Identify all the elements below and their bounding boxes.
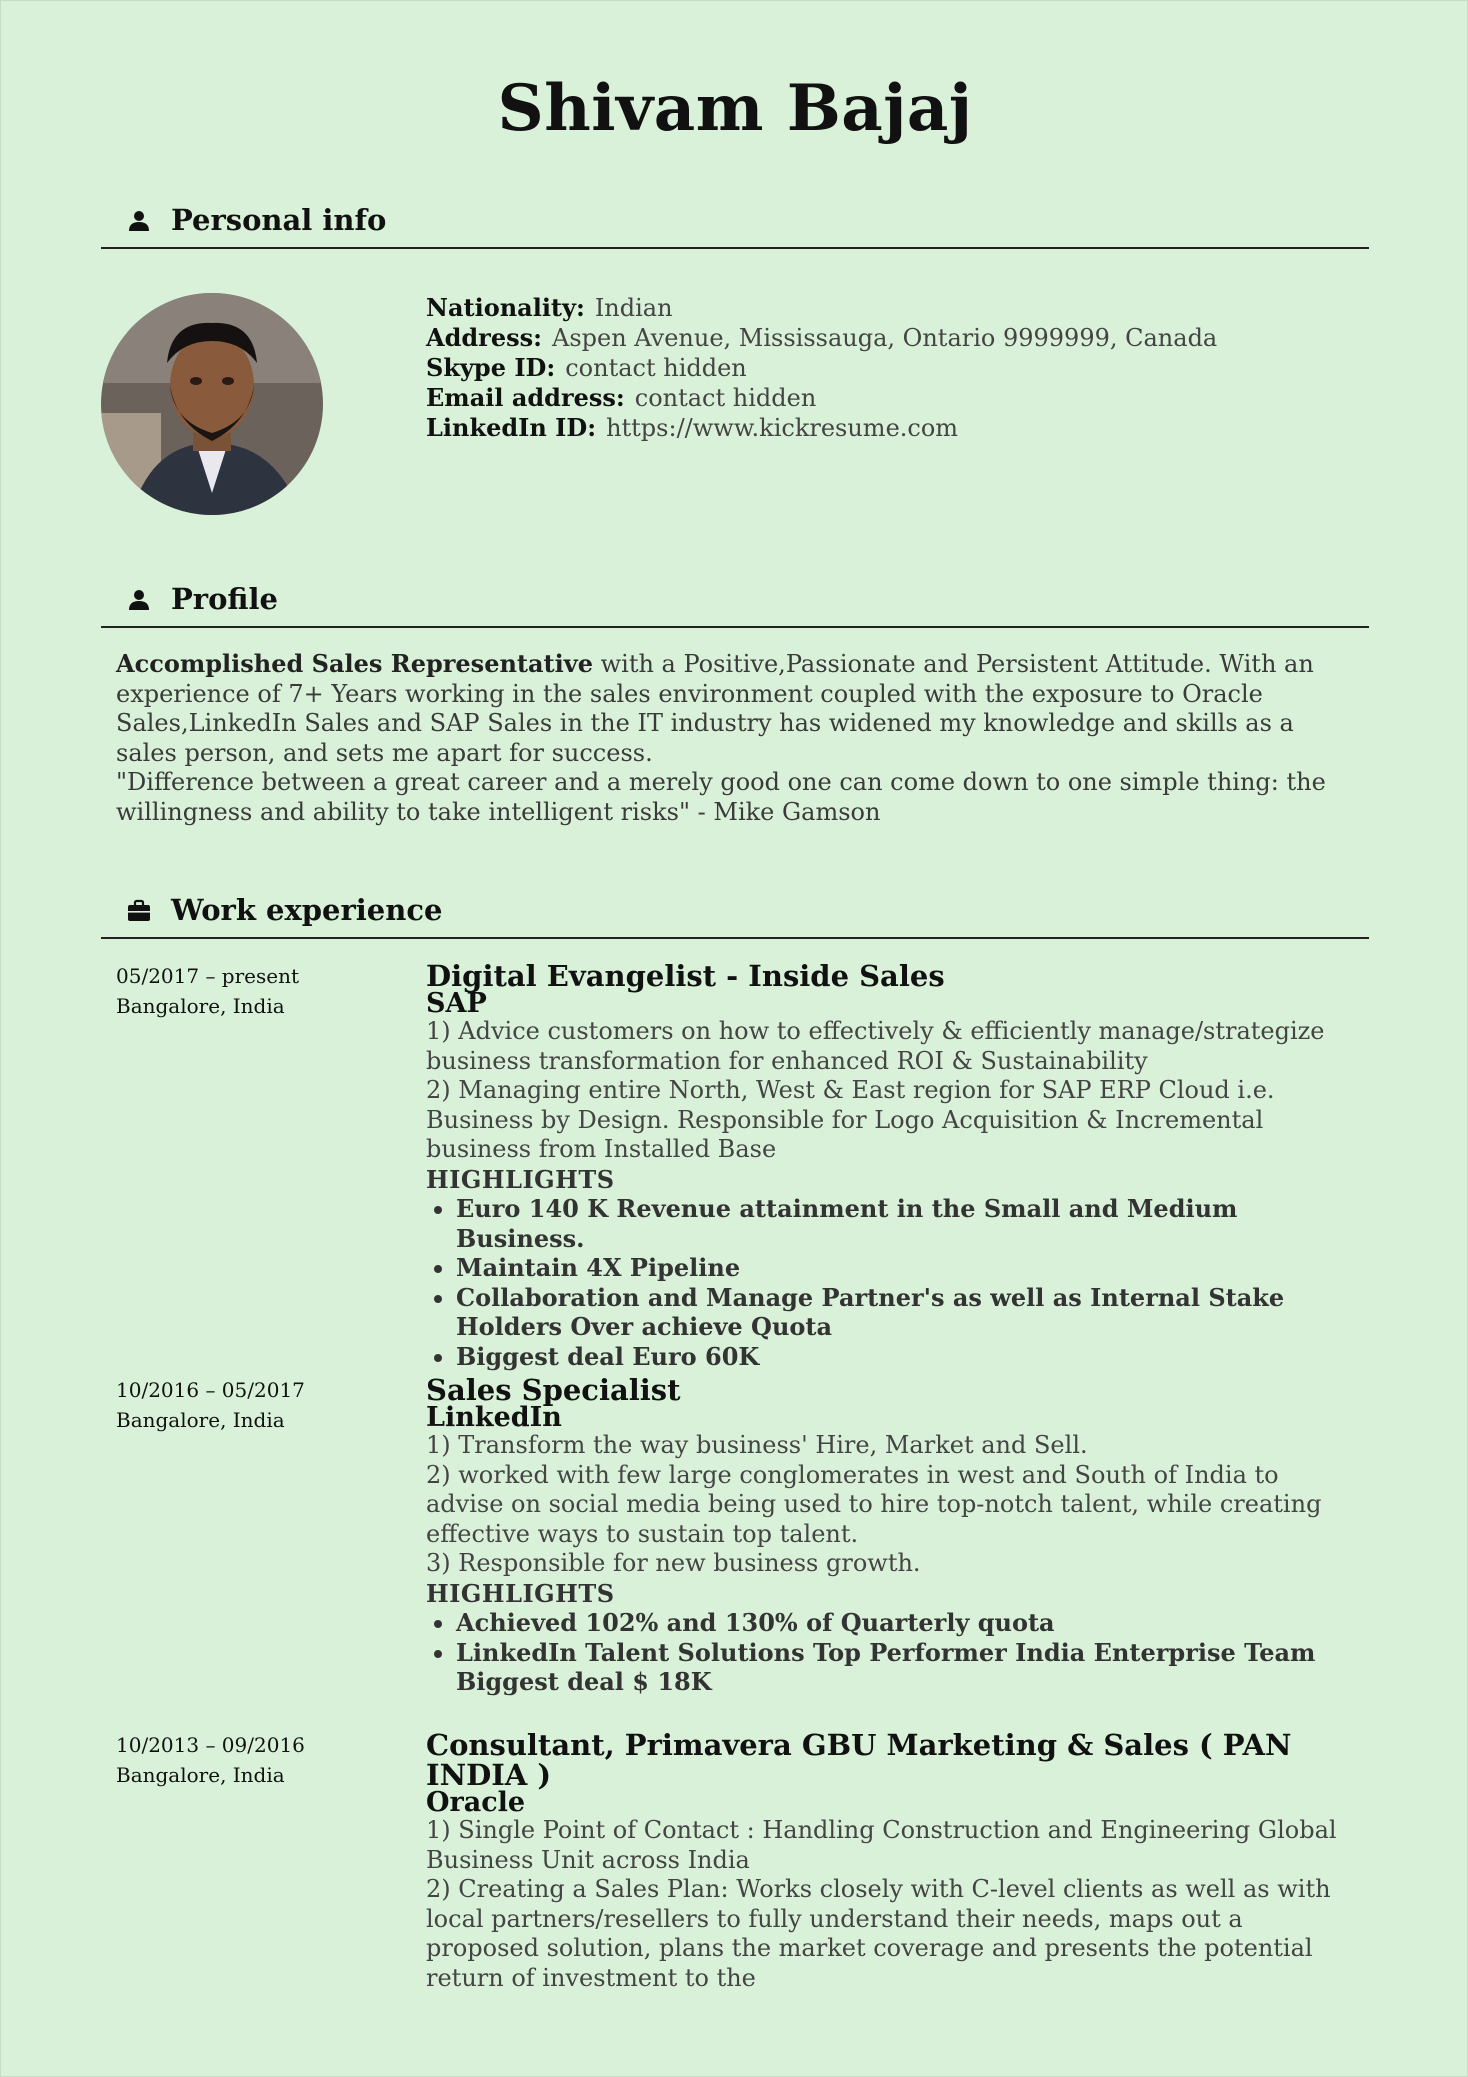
job-description-line: 1) Transform the way business' Hire, Market and Sell. <box>426 1431 1088 1459</box>
section-personal-info <box>101 201 1369 249</box>
profile-photo <box>101 293 323 515</box>
job-title: Consultant, Primavera GBU Marketing & Sales ( PAN INDIA ) <box>426 1728 1292 1792</box>
info-row-nationality: Nationality: Indian <box>426 293 673 322</box>
highlights-list <box>426 1194 1346 1371</box>
job-details <box>426 961 1346 1371</box>
job-dates: 05/2017 – present <box>116 964 300 988</box>
highlight-item: • Achieved 102% and 130% of Quarterly quota <box>456 1608 1346 1638</box>
job-meta <box>116 1730 305 1790</box>
job-description-line: 1) Advice customers on how to effectively & efficiently manage/strategize business transformation for enhanced ROI & Sustainability <box>426 1017 1325 1075</box>
job-location: Bangalore, India <box>116 1408 285 1432</box>
job-meta <box>116 1375 305 1435</box>
briefcase-icon <box>127 899 151 923</box>
profile-paragraph <box>116 649 1356 768</box>
highlights-title: HIGHLIGHTS <box>426 1578 615 1608</box>
section-title: Profile <box>171 582 278 616</box>
job-location: Bangalore, India <box>116 994 285 1018</box>
profile-text: with a Positive,Passionate and Persistent Attitude. With an experience of 7+ Years working in the sales environment coupled with the exposure to Oracle Sales,LinkedIn Sales and SAP Sales in the IT industry has widened my knowledge and skills as a sales person, and sets me apart for success. <box>116 650 1314 767</box>
info-row-linkedin: LinkedIn ID: https://www.kickresume.com <box>426 413 959 442</box>
job-description-line: 2) worked with few large conglomerates in west and South of India to advise on social media being used to hire top-notch talent, while creating effective ways to sustain top talent. <box>426 1460 1322 1548</box>
job-description-line: 3) Responsible for new business growth. <box>426 1549 921 1577</box>
section-work-experience <box>101 891 1369 939</box>
profile-lead: Accomplished Sales Representative <box>116 649 593 678</box>
info-row-skype: Skype ID: contact hidden <box>426 353 747 382</box>
job-title: Sales Specialist <box>426 1373 681 1407</box>
candidate-name: Shivam Bajaj <box>497 71 973 146</box>
section-profile <box>101 580 1369 628</box>
person-icon <box>127 588 151 612</box>
profile-quote: "Difference between a great career and a merely good one can come down to one simple thing: the willingness and ability to take intelligent risks" - Mike Gamson <box>116 768 1326 826</box>
job-company: SAP <box>426 988 487 1019</box>
job-details <box>426 1375 1346 1697</box>
section-title: Personal info <box>171 203 387 237</box>
job-meta <box>116 961 299 1021</box>
personal-info-list <box>426 293 1217 443</box>
highlights-list <box>426 1608 1346 1697</box>
job-description-line: 1) Single Point of Contact : Handling Construction and Engineering Global Business Unit across India <box>426 1816 1337 1874</box>
job-details <box>426 1730 1346 1993</box>
highlight-item: • LinkedIn Talent Solutions Top Performer India Enterprise Team Biggest deal $ 18K <box>456 1638 1346 1697</box>
person-icon <box>127 209 151 233</box>
highlights-title: HIGHLIGHTS <box>426 1164 615 1194</box>
highlight-item: • Maintain 4X Pipeline <box>456 1253 1346 1283</box>
job-company: Oracle <box>426 1787 526 1818</box>
highlight-item: • Biggest deal Euro 60K <box>456 1342 1346 1372</box>
job-description-line: 2) Managing entire North, West & East region for SAP ERP Cloud i.e. Business by Design. Responsible for Logo Acquisition & Incremental business from Installed Base <box>426 1076 1275 1163</box>
info-row-address: Address: Aspen Avenue, Mississauga, Ontario 9999999, Canada <box>426 323 1218 352</box>
job-location: Bangalore, India <box>116 1763 285 1787</box>
section-title: Work experience <box>171 893 443 927</box>
job-title: Digital Evangelist - Inside Sales <box>426 959 945 993</box>
job-description-line: 2) Creating a Sales Plan: Works closely with C-level clients as well as with local partners/resellers to fully understand their needs, maps out a proposed solution, plans the market coverage and presents the potential return of investment to the <box>426 1875 1331 1992</box>
job-dates: 10/2013 – 09/2016 <box>116 1733 305 1757</box>
highlight-item: • Collaboration and Manage Partner's as well as Internal Stake Holders Over achieve Quota <box>456 1283 1346 1342</box>
info-row-email: Email address: contact hidden <box>426 383 817 412</box>
job-dates: 10/2016 – 05/2017 <box>116 1378 305 1402</box>
highlight-item: • Euro 140 K Revenue attainment in the Small and Medium Business. <box>456 1194 1346 1253</box>
profile-summary <box>116 649 1356 827</box>
job-company: LinkedIn <box>426 1402 562 1433</box>
